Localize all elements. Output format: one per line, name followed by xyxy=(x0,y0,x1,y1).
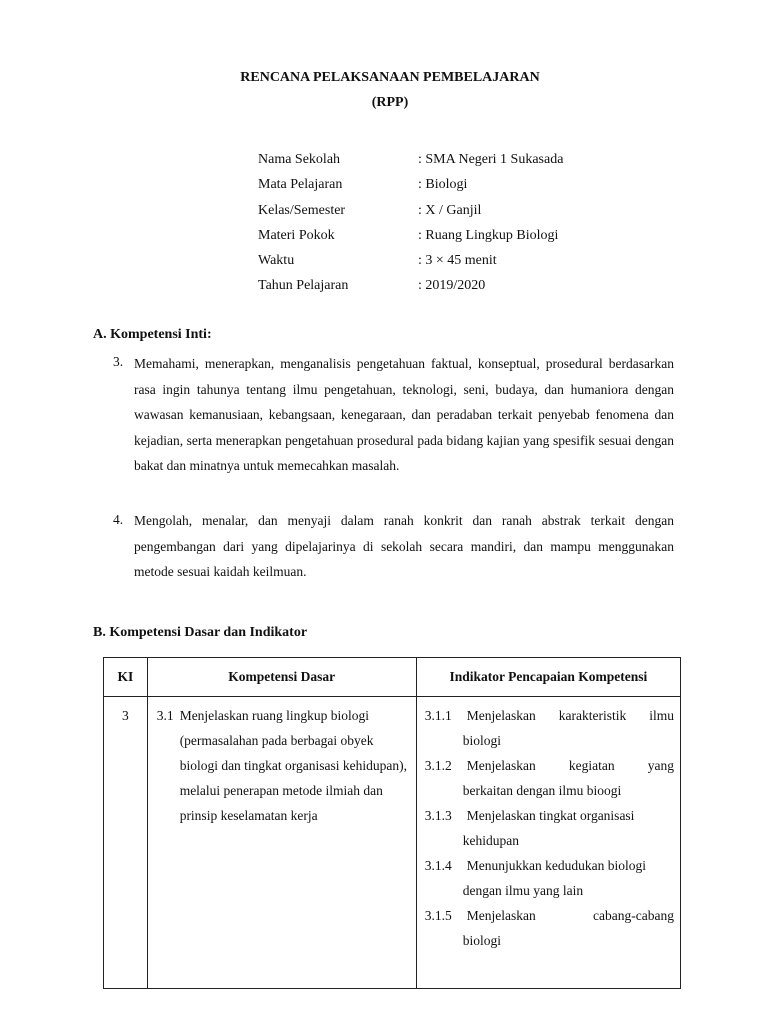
indicator-text-cont: berkaitan dengan ilmu bioogi xyxy=(462,783,622,798)
indicator-text: Menjelaskan karakteristik ilmu xyxy=(466,708,674,723)
info-value: : 2019/2020 xyxy=(418,278,486,293)
table-header-row xyxy=(104,658,681,697)
indicator-number: 3.1.1 xyxy=(424,708,452,723)
ki-text: Memahami, menerapkan, menganalisis pengetahuan faktual, konseptual, prosedural berdasarkan rasa ingin tahunya tentang ilmu pengetahuan, teknologi, seni, budaya, dan humaniora dengan wawasan kemanusiaan, kebangsaan, kenegaraan, dan peradaban terkait penyebab fenomena dan kejadian, serta menerapkan pengetahuan prosedural pada bidang kajian yang spesifik sesuai dengan bakat dan minatnya untuk memecahkan masalah. xyxy=(134,356,674,473)
info-label: Nama Sekolah xyxy=(258,152,341,167)
cell-kompetensi-dasar xyxy=(147,697,416,989)
indicator-number: 3.1.2 xyxy=(424,758,452,773)
indicator-text-cont: biologi xyxy=(462,933,501,948)
info-value: : SMA Negeri 1 Sukasada xyxy=(418,152,564,167)
indicator-item xyxy=(423,753,674,803)
info-value: : X / Ganjil xyxy=(418,203,482,218)
ki-text: Mengolah, menalar, dan menyaji dalam ranah konkrit dan ranah abstrak terkait dengan pengembangan dari yang dipelajarinya di sekolah secara mandiri, dan mampu menggunakan metode sesuai kaidah keilmuan. xyxy=(134,513,674,579)
header-indikator: Indikator Pencapaian Kompetensi xyxy=(416,658,680,697)
indicator-text-cont: dengan ilmu yang lain xyxy=(462,883,584,898)
header-kompetensi-dasar: Kompetensi Dasar xyxy=(147,658,416,697)
indicator-number: 3.1.4 xyxy=(424,858,452,873)
section-a-title: A. Kompetensi Inti: xyxy=(93,327,212,342)
info-value: : Biologi xyxy=(418,177,468,192)
header-ki: KI xyxy=(104,658,148,697)
indicator-item xyxy=(423,803,674,853)
competency-table xyxy=(103,657,681,989)
indicator-number: 3.1.3 xyxy=(424,808,452,823)
indicator-text: Menjelaskan cabang-cabang xyxy=(466,908,674,923)
info-value: : 3 × 45 menit xyxy=(418,253,497,268)
document-subtitle: (RPP) xyxy=(371,95,409,110)
table-row xyxy=(104,697,681,989)
document-title: RENCANA PELAKSANAAN PEMBELAJARAN xyxy=(240,70,540,85)
indicator-text-cont: biologi xyxy=(462,733,501,748)
kd-text: Menjelaskan ruang lingkup biologi (permasalahan pada berbagai obyek biologi dan tingkat organisasi kehidupan), melalui penerapan metode ilmiah dan prinsip keselamatan kerja xyxy=(179,708,408,823)
indicator-number: 3.1.5 xyxy=(424,908,452,923)
section-b-title: B. Kompetensi Dasar dan Indikator xyxy=(93,625,308,640)
cell-ki: 3 xyxy=(104,697,148,989)
info-label: Kelas/Semester xyxy=(258,203,346,218)
info-label: Materi Pokok xyxy=(258,228,335,243)
indicator-item xyxy=(423,853,674,903)
indicator-item xyxy=(423,903,674,953)
indicator-item xyxy=(423,703,674,753)
info-label: Waktu xyxy=(258,253,295,268)
info-label: Mata Pelajaran xyxy=(258,177,343,192)
ki-number: 4. xyxy=(113,512,124,527)
info-label: Tahun Pelajaran xyxy=(258,278,349,293)
indicator-text: Menjelaskan kegiatan yang xyxy=(466,758,674,773)
indicator-text-cont: kehidupan xyxy=(462,833,519,848)
info-value: : Ruang Lingkup Biologi xyxy=(418,228,559,243)
indicator-text: Menunjukkan kedudukan biologi xyxy=(466,858,646,873)
ki-number: 3. xyxy=(113,354,124,369)
kd-number: 3.1 xyxy=(156,708,174,723)
indicator-text: Menjelaskan tingkat organisasi xyxy=(466,808,635,823)
cell-indikator xyxy=(416,697,680,989)
